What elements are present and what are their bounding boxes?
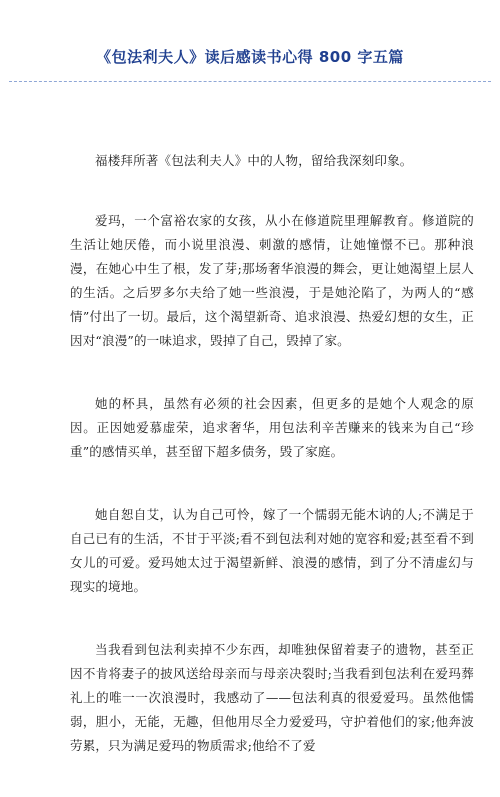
paragraph: 当我看到包法利卖掉不少东西，却唯独保留着妻子的遗物，甚至正因不肯将妻子的披风送给母亲而与母亲决裂时;当我看到包法利在爱玛葬礼上的唯一一次浪漫时，我感动了——包法利真的很爱爱玛。虽然他懦弱，胆小，无能，无趣，但他用尽全力爱爱玛，守护着他们的家;他奔波劳累，只为满足爱玛的物质需求;他给不了爱 — [70, 642, 474, 753]
paragraph: 福楼拜所著《包法利夫人》中的人物，留给我深刻印象。 — [95, 153, 413, 168]
paragraph: 爱玛，一个富裕农家的女孩，从小在修道院里理解教育。修道院的生活让她厌倦，而小说里浪漫、刺激的感情，让她憧憬不已。那种浪漫，在她心中生了根，发了芽;那场奢华浪漫的舞会，更让她渴望上层人的生活。之后罗多尔夫给了她一些浪漫，于是她沦陷了，为两人的“感情”付出了一切。最后，这个渴望新奇、追求浪漫、热爱幻想的女生，正因对“浪漫”的一味追求，毁掉了自己，毁掉了家。 — [70, 213, 474, 348]
document-body — [70, 149, 474, 797]
paragraph: 她的杯具，虽然有必须的社会因素，但更多的是她个人观念的原因。正因她爱慕虚荣，追求奢华，用包法利辛苦赚来的钱来为自己“珍重”的感情买单，甚至留下超多债务，毁了家庭。 — [70, 396, 474, 459]
document-title: 《包法利夫人》读后感读书心得 800 字五篇 — [96, 48, 404, 66]
title-divider — [9, 81, 491, 82]
paragraph: 她自恕自艾，认为自己可怜，嫁了一个懦弱无能木讷的人;不满足于自己已有的生活，不甘于平淡;看不到包法利对她的宽容和爱;甚至看不到女儿的可爱。爱玛她太过于渴望新鲜、浪漫的感情，到了分不清虚幻与现实的境地。 — [70, 507, 474, 594]
